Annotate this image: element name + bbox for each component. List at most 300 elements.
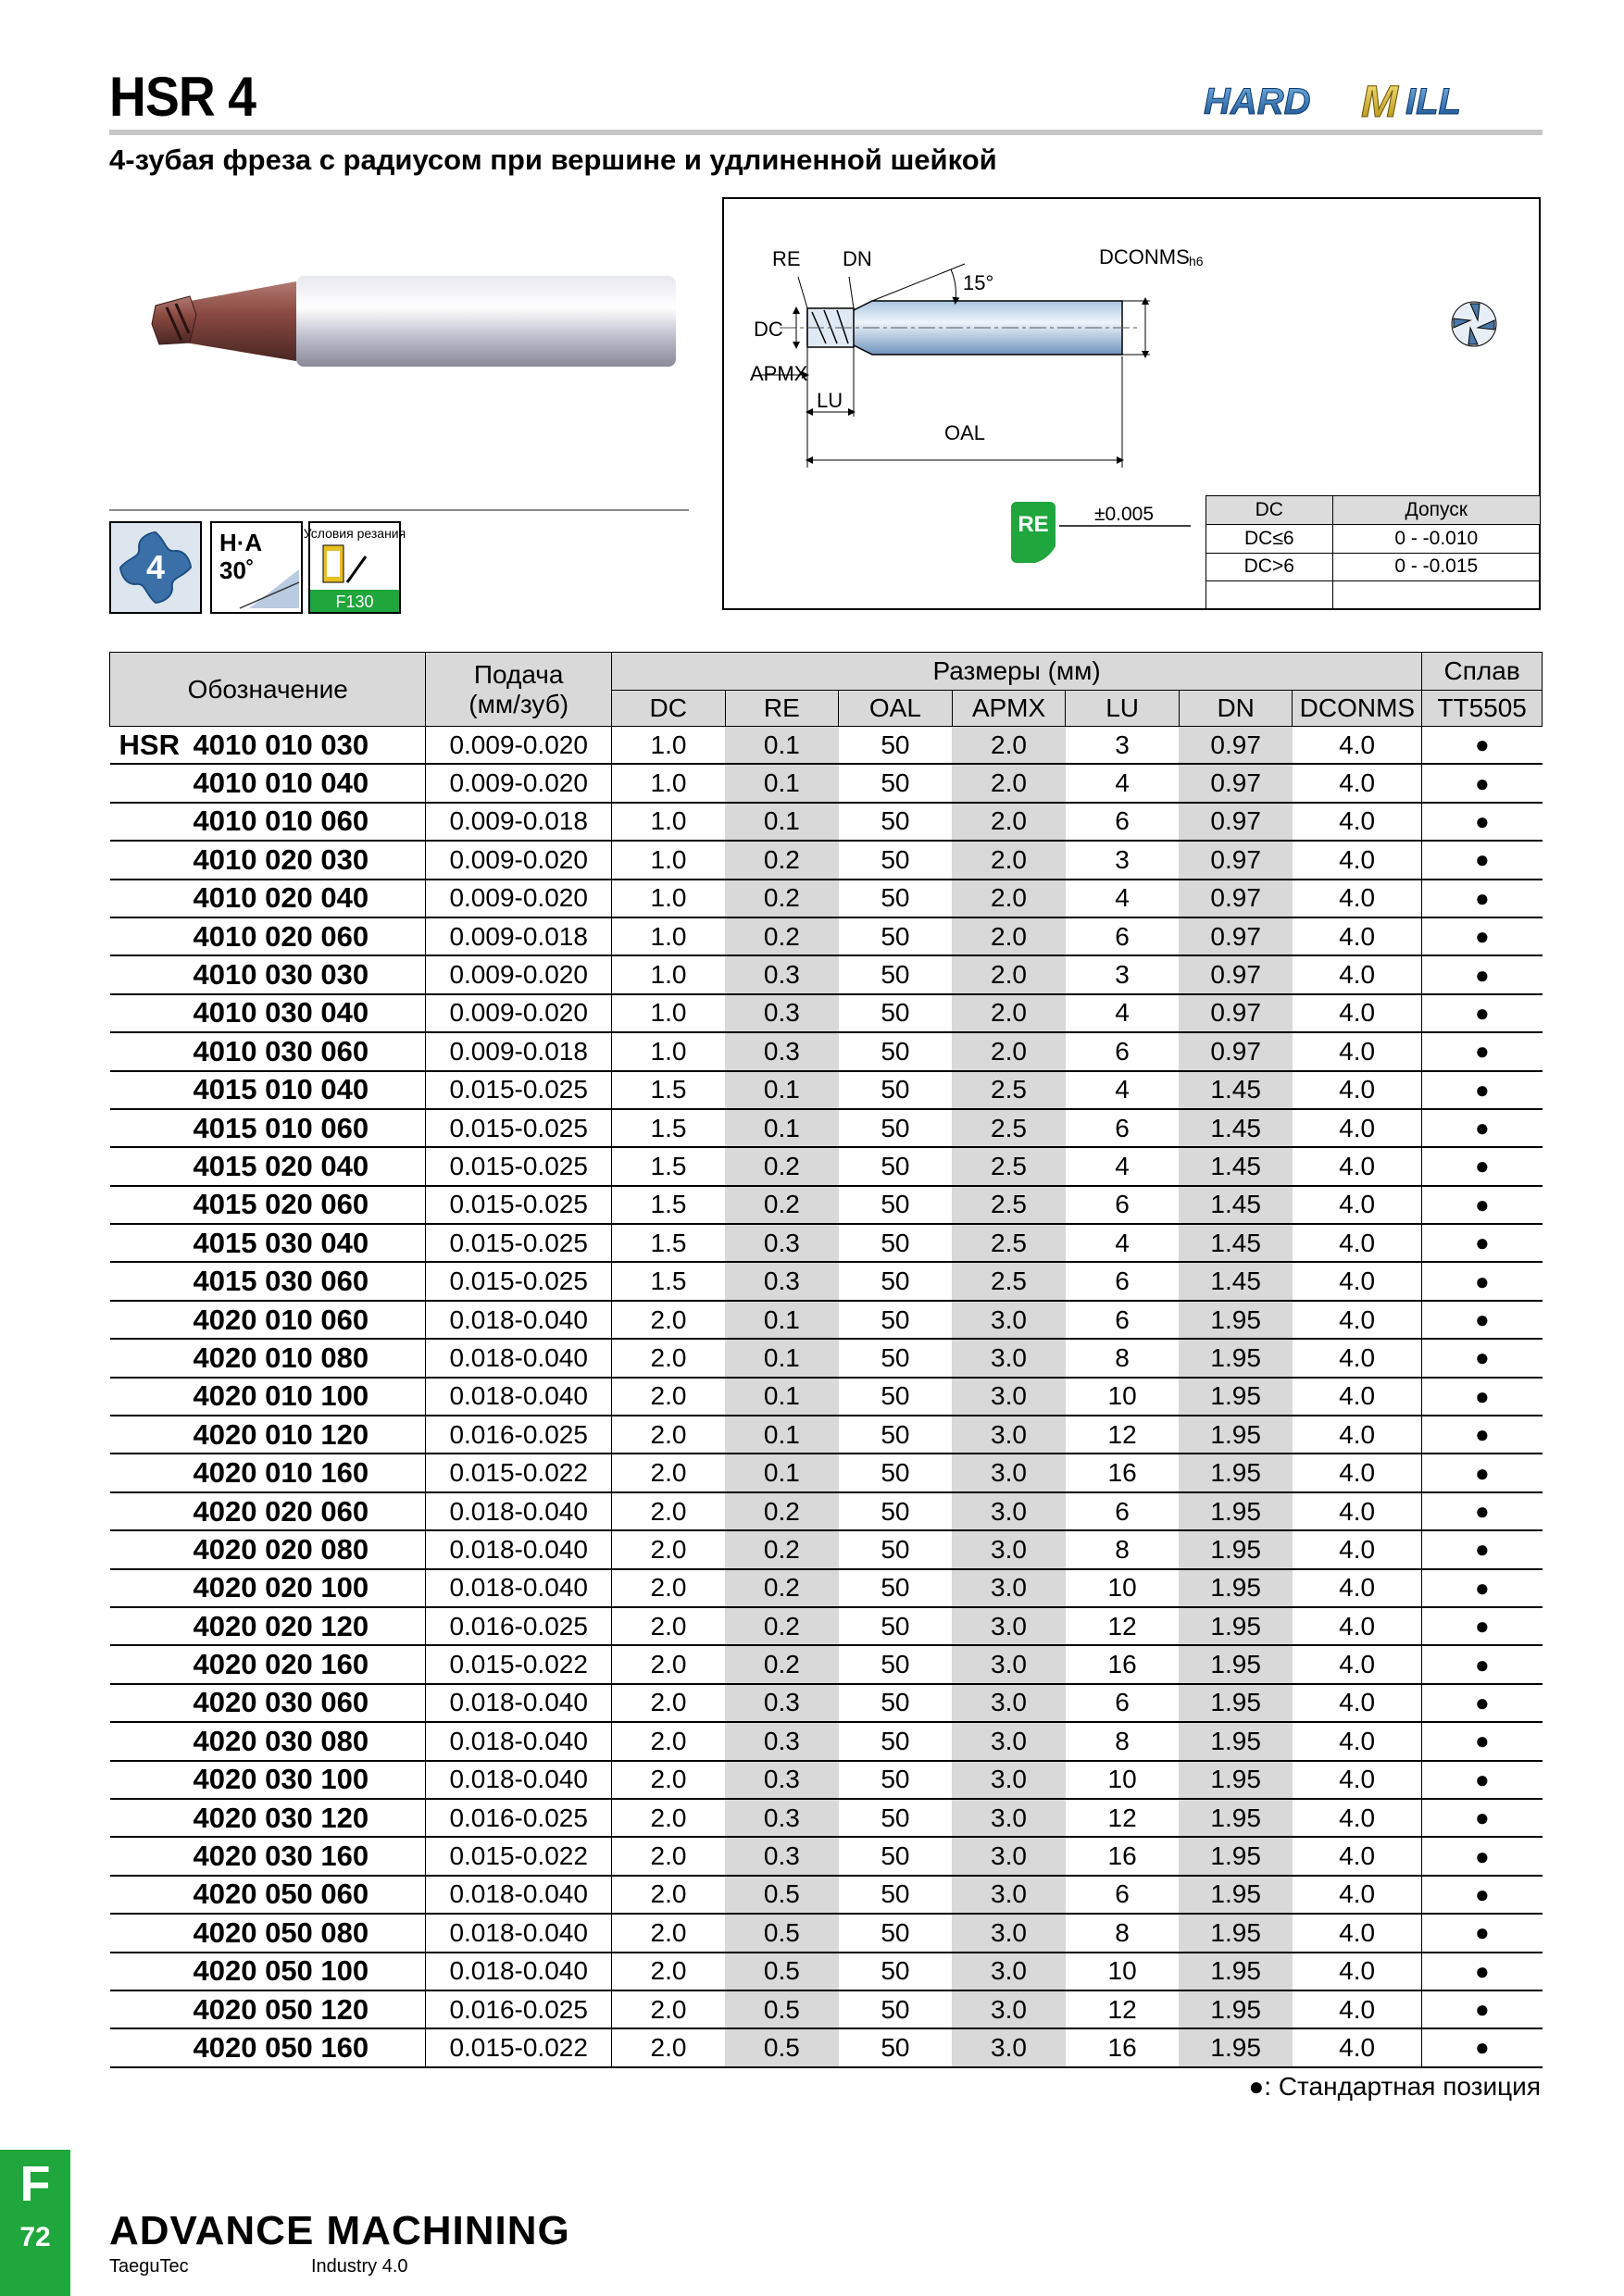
cutting-conditions-icon[interactable]	[303, 521, 406, 614]
row-dconms: 4.0	[1293, 1186, 1422, 1224]
table-row	[110, 764, 1543, 802]
table-row	[110, 917, 1543, 955]
row-dconms: 4.0	[1293, 1224, 1422, 1262]
row-apmx: 2.5	[952, 1071, 1066, 1109]
header-dconms: DCONMS	[1293, 691, 1422, 727]
row-dn: 1.95	[1179, 1339, 1293, 1377]
row-code	[110, 1301, 426, 1339]
row-re: 0.1	[725, 803, 839, 841]
row-dn: 1.95	[1179, 1645, 1293, 1683]
dc-tol-cell: DC>6	[1206, 553, 1333, 581]
row-feed: 0.018-0.040	[426, 1378, 612, 1416]
row-code-text: 4010 030 030	[193, 958, 369, 992]
row-oal: 50	[839, 1569, 953, 1607]
label-angle: 15°	[963, 271, 994, 294]
row-code	[110, 955, 426, 993]
row-dn: 0.97	[1179, 880, 1293, 917]
row-lu: 10	[1066, 1953, 1180, 1990]
row-oal: 50	[839, 917, 953, 955]
row-dconms: 4.0	[1293, 1032, 1422, 1070]
row-code	[110, 1378, 426, 1416]
row-dconms: 4.0	[1293, 1645, 1422, 1683]
header-alloy: Сплав	[1422, 653, 1543, 691]
row-lu: 4	[1066, 880, 1180, 917]
row-oal: 50	[839, 880, 953, 917]
row-apmx: 3.0	[952, 2028, 1066, 2066]
row-standard-marker: ●	[1422, 1492, 1543, 1530]
row-standard-marker: ●	[1422, 917, 1543, 955]
row-dc: 2.0	[611, 1953, 725, 1990]
row-dc: 1.5	[611, 1186, 725, 1224]
row-dc: 1.5	[611, 1147, 725, 1185]
row-code	[110, 1837, 426, 1875]
row-code	[110, 1339, 426, 1377]
row-dn: 0.97	[1179, 994, 1293, 1032]
row-oal: 50	[839, 1914, 953, 1952]
row-standard-marker: ●	[1422, 994, 1543, 1032]
row-code-text: 4010 010 030	[193, 728, 369, 761]
cutting-label: Условия резания	[303, 526, 406, 541]
flute-count: 4	[145, 548, 166, 586]
row-lu: 16	[1066, 1837, 1180, 1875]
table-row	[110, 1837, 1543, 1875]
row-dconms: 4.0	[1293, 1530, 1422, 1568]
dc-tol-cell	[1332, 581, 1540, 610]
row-dn: 1.95	[1179, 1607, 1293, 1645]
row-lu: 6	[1066, 917, 1180, 955]
row-code-text: 4020 020 080	[193, 1532, 369, 1566]
hardmill-logo	[1194, 72, 1546, 128]
row-code-text: 4020 030 080	[193, 1724, 369, 1757]
row-code-text: 4020 010 120	[193, 1417, 369, 1451]
row-re: 0.3	[725, 1224, 839, 1262]
row-code-text: 4020 010 060	[193, 1303, 369, 1336]
row-re: 0.2	[725, 1492, 839, 1530]
row-oal: 50	[839, 1416, 953, 1454]
row-apmx: 2.5	[952, 1262, 1066, 1300]
row-oal: 50	[839, 727, 953, 765]
row-lu: 16	[1066, 2028, 1180, 2066]
row-re: 0.3	[725, 1262, 839, 1300]
row-apmx: 3.0	[952, 1645, 1066, 1683]
row-dconms: 4.0	[1293, 841, 1422, 879]
row-dc: 2.0	[611, 1378, 725, 1416]
row-dn: 1.95	[1179, 2028, 1293, 2066]
section-tab	[0, 2150, 70, 2296]
row-re: 0.5	[725, 1876, 839, 1914]
row-apmx: 3.0	[952, 1301, 1066, 1339]
row-apmx: 3.0	[952, 1684, 1066, 1722]
row-oal: 50	[839, 1607, 953, 1645]
row-feed: 0.015-0.025	[426, 1186, 612, 1224]
row-oal: 50	[839, 1147, 953, 1185]
row-re: 0.3	[725, 1722, 839, 1760]
row-standard-marker: ●	[1422, 1378, 1543, 1416]
label-dn: DN	[843, 247, 872, 270]
row-oal: 50	[839, 1761, 953, 1799]
label-re: RE	[772, 247, 801, 270]
row-code-text: 4020 020 100	[193, 1571, 369, 1604]
row-dn: 0.97	[1179, 917, 1293, 955]
row-re: 0.2	[725, 1186, 839, 1224]
specification-table	[109, 652, 1543, 2068]
table-row	[110, 1301, 1543, 1339]
row-apmx: 3.0	[952, 1454, 1066, 1491]
row-lu: 3	[1066, 955, 1180, 993]
row-code	[110, 1607, 426, 1645]
row-feed: 0.016-0.025	[426, 1416, 612, 1454]
row-code-text: 4010 020 040	[193, 881, 369, 915]
table-row	[110, 1262, 1543, 1300]
row-re: 0.5	[725, 1914, 839, 1952]
row-oal: 50	[839, 1837, 953, 1875]
row-oal: 50	[839, 1799, 953, 1837]
row-lu: 3	[1066, 727, 1180, 765]
row-dc: 2.0	[611, 1645, 725, 1683]
header-feed-line1: Подача	[473, 659, 564, 689]
row-dc: 2.0	[611, 1530, 725, 1568]
row-dconms: 4.0	[1293, 1722, 1422, 1760]
end-view-icon	[1452, 302, 1496, 346]
row-oal: 50	[839, 1262, 953, 1300]
row-standard-marker: ●	[1422, 1876, 1543, 1914]
row-standard-marker: ●	[1422, 1186, 1543, 1224]
row-apmx: 2.0	[952, 880, 1066, 917]
row-dn: 1.45	[1179, 1186, 1293, 1224]
row-code-text: 4015 020 060	[193, 1188, 369, 1221]
row-dn: 1.95	[1179, 1837, 1293, 1875]
row-lu: 6	[1066, 1262, 1180, 1300]
row-apmx: 3.0	[952, 1990, 1066, 2028]
row-oal: 50	[839, 1492, 953, 1530]
row-dc: 1.5	[611, 1224, 725, 1262]
header-alloy-grade: TT5505	[1422, 691, 1543, 727]
row-feed: 0.015-0.025	[426, 1224, 612, 1262]
row-dconms: 4.0	[1293, 1147, 1422, 1185]
row-apmx: 3.0	[952, 1569, 1066, 1607]
row-oal: 50	[839, 1301, 953, 1339]
row-code-text: 4015 010 040	[193, 1073, 369, 1106]
row-re: 0.1	[725, 1071, 839, 1109]
row-dc: 1.0	[611, 764, 725, 802]
row-code-text: 4020 010 100	[193, 1379, 369, 1413]
row-code	[110, 841, 426, 879]
row-apmx: 3.0	[952, 1799, 1066, 1837]
row-re: 0.3	[725, 955, 839, 993]
header-oal: OAL	[839, 691, 953, 727]
row-oal: 50	[839, 1990, 953, 2028]
row-lu: 8	[1066, 1339, 1180, 1377]
row-code-text: 4020 030 100	[193, 1763, 369, 1796]
row-lu: 6	[1066, 1032, 1180, 1070]
row-code-text: 4015 010 060	[193, 1111, 369, 1144]
row-code-text: 4010 030 060	[193, 1034, 369, 1067]
row-standard-marker: ●	[1422, 764, 1543, 802]
label-lu: LU	[817, 389, 843, 412]
row-oal: 50	[839, 1071, 953, 1109]
row-dn: 1.95	[1179, 1799, 1293, 1837]
row-dn: 1.95	[1179, 1684, 1293, 1722]
row-dconms: 4.0	[1293, 955, 1422, 993]
row-standard-marker: ●	[1422, 1032, 1543, 1070]
label-dconms-sub: h6	[1189, 254, 1204, 268]
row-apmx: 2.0	[952, 727, 1066, 765]
row-oal: 50	[839, 1876, 953, 1914]
label-dconms: DCONMS	[1099, 245, 1190, 268]
row-re: 0.1	[725, 764, 839, 802]
row-re: 0.3	[725, 994, 839, 1032]
row-dc: 2.0	[611, 1914, 725, 1952]
row-apmx: 3.0	[952, 1416, 1066, 1454]
row-code-text: 4010 020 030	[193, 842, 369, 876]
row-code-text: 4020 030 060	[193, 1686, 369, 1719]
row-dc: 2.0	[611, 1607, 725, 1645]
row-dconms: 4.0	[1293, 1378, 1422, 1416]
row-dconms: 4.0	[1293, 1607, 1422, 1645]
row-feed: 0.018-0.040	[426, 1339, 612, 1377]
row-apmx: 3.0	[952, 1530, 1066, 1568]
row-re: 0.2	[725, 1569, 839, 1607]
row-feed: 0.015-0.025	[426, 1109, 612, 1147]
row-dn: 1.45	[1179, 1224, 1293, 1262]
row-code-text: 4020 050 060	[193, 1878, 369, 1911]
row-dn: 1.95	[1179, 1569, 1293, 1607]
row-standard-marker: ●	[1422, 1722, 1543, 1760]
row-dconms: 4.0	[1293, 803, 1422, 841]
row-dn: 1.95	[1179, 1990, 1293, 2028]
row-dconms: 4.0	[1293, 2028, 1422, 2066]
row-oal: 50	[839, 1109, 953, 1147]
row-standard-marker: ●	[1422, 1645, 1543, 1683]
dc-tolerance-table	[1206, 495, 1541, 610]
row-apmx: 2.0	[952, 1032, 1066, 1070]
table-row	[110, 880, 1543, 917]
row-lu: 6	[1066, 1186, 1180, 1224]
row-dc: 1.0	[611, 727, 725, 765]
row-feed: 0.018-0.040	[426, 1953, 612, 1990]
row-feed: 0.018-0.040	[426, 1569, 612, 1607]
row-feed: 0.015-0.022	[426, 2028, 612, 2066]
table-row	[110, 1147, 1543, 1185]
row-oal: 50	[839, 1032, 953, 1070]
row-standard-marker: ●	[1422, 1530, 1543, 1568]
row-dconms: 4.0	[1293, 1071, 1422, 1109]
row-feed: 0.018-0.040	[426, 1301, 612, 1339]
row-code	[110, 880, 426, 917]
row-code	[110, 1492, 426, 1530]
row-dconms: 4.0	[1293, 1416, 1422, 1454]
row-dn: 1.45	[1179, 1109, 1293, 1147]
row-apmx: 2.0	[952, 764, 1066, 802]
row-standard-marker: ●	[1422, 1837, 1543, 1875]
table-row	[110, 1722, 1543, 1760]
row-code	[110, 1186, 426, 1224]
row-oal: 50	[839, 1339, 953, 1377]
row-lu: 10	[1066, 1761, 1180, 1799]
row-code	[110, 727, 426, 765]
row-dn: 0.97	[1179, 803, 1293, 841]
row-re: 0.1	[725, 1378, 839, 1416]
row-re: 0.2	[725, 1530, 839, 1568]
header-dn: DN	[1179, 691, 1293, 727]
row-standard-marker: ●	[1422, 1953, 1543, 1990]
row-feed: 0.009-0.018	[426, 803, 612, 841]
row-dn: 0.97	[1179, 764, 1293, 802]
row-dn: 1.95	[1179, 1530, 1293, 1568]
row-oal: 50	[839, 994, 953, 1032]
row-lu: 12	[1066, 1416, 1180, 1454]
header-designation: Обозначение	[110, 653, 426, 727]
row-code	[110, 2028, 426, 2066]
row-standard-marker: ●	[1422, 2028, 1543, 2066]
row-dn: 1.45	[1179, 1262, 1293, 1300]
row-code	[110, 1416, 426, 1454]
row-dc: 1.5	[611, 1071, 725, 1109]
row-standard-marker: ●	[1422, 1339, 1543, 1377]
row-feed: 0.009-0.020	[426, 880, 612, 917]
row-standard-marker: ●	[1422, 1761, 1543, 1799]
row-oal: 50	[839, 1530, 953, 1568]
dc-tol-cell	[1206, 581, 1333, 610]
row-re: 0.1	[725, 727, 839, 765]
row-dc: 2.0	[611, 1301, 725, 1339]
row-dconms: 4.0	[1293, 1569, 1422, 1607]
table-row	[110, 1569, 1543, 1607]
row-re: 0.2	[725, 1607, 839, 1645]
table-row	[110, 803, 1543, 841]
row-apmx: 2.0	[952, 955, 1066, 993]
table-row	[110, 1914, 1543, 1952]
row-feed: 0.009-0.020	[426, 955, 612, 993]
row-dconms: 4.0	[1293, 727, 1422, 765]
row-standard-marker: ●	[1422, 1147, 1543, 1185]
row-dn: 1.95	[1179, 1492, 1293, 1530]
row-dn: 1.95	[1179, 1914, 1293, 1952]
row-code	[110, 1147, 426, 1185]
row-lu: 16	[1066, 1454, 1180, 1491]
row-lu: 4	[1066, 764, 1180, 802]
row-standard-marker: ●	[1422, 1224, 1543, 1262]
row-dconms: 4.0	[1293, 1454, 1422, 1491]
row-feed: 0.018-0.040	[426, 1530, 612, 1568]
label-oal: OAL	[944, 421, 986, 444]
row-apmx: 3.0	[952, 1761, 1066, 1799]
row-dc: 2.0	[611, 1837, 725, 1875]
row-oal: 50	[839, 803, 953, 841]
row-dc: 2.0	[611, 1569, 725, 1607]
row-dc: 2.0	[611, 1761, 725, 1799]
row-code-text: 4010 030 040	[193, 996, 369, 1029]
row-dc: 1.5	[611, 1109, 725, 1147]
row-feed: 0.018-0.040	[426, 1492, 612, 1530]
row-feed: 0.015-0.025	[426, 1262, 612, 1300]
row-dn: 1.95	[1179, 1301, 1293, 1339]
row-code	[110, 1990, 426, 2028]
row-dn: 0.97	[1179, 841, 1293, 879]
table-row	[110, 1645, 1543, 1683]
row-lu: 4	[1066, 1147, 1180, 1185]
row-dn: 1.95	[1179, 1454, 1293, 1491]
dc-tol-header-dc: DC	[1206, 496, 1333, 525]
table-row	[110, 1953, 1543, 1990]
dc-tol-cell: 0 - -0.010	[1332, 524, 1540, 553]
row-lu: 3	[1066, 841, 1180, 879]
row-standard-marker: ●	[1422, 1990, 1543, 2028]
re-tolerance-value: ±0.005	[1093, 504, 1155, 525]
row-code	[110, 1530, 426, 1568]
table-row	[110, 841, 1543, 879]
table-row	[110, 994, 1543, 1032]
row-code-text: 4020 050 080	[193, 1915, 369, 1949]
row-dconms: 4.0	[1293, 1109, 1422, 1147]
row-feed: 0.015-0.025	[426, 1071, 612, 1109]
row-lu: 8	[1066, 1914, 1180, 1952]
row-lu: 4	[1066, 994, 1180, 1032]
page-title: HSR 4	[109, 66, 256, 128]
row-code	[110, 803, 426, 841]
row-dn: 1.95	[1179, 1378, 1293, 1416]
re-tolerance	[1007, 498, 1193, 570]
row-code	[110, 1722, 426, 1760]
row-standard-marker: ●	[1422, 1607, 1543, 1645]
table-row	[110, 1607, 1543, 1645]
header-re: RE	[725, 691, 839, 727]
row-lu: 10	[1066, 1569, 1180, 1607]
end-mill-photo	[148, 268, 685, 380]
row-code-text: 4020 030 120	[193, 1801, 369, 1834]
row-dc: 1.0	[611, 803, 725, 841]
row-code-text: 4020 010 160	[193, 1456, 369, 1490]
row-oal: 50	[839, 1378, 953, 1416]
row-re: 0.2	[725, 880, 839, 917]
header-lu: LU	[1066, 691, 1180, 727]
row-oal: 50	[839, 1186, 953, 1224]
flute-count-icon	[109, 521, 202, 614]
table-row	[110, 1684, 1543, 1722]
table-row	[110, 1799, 1543, 1837]
row-code-text: 4020 010 080	[193, 1341, 369, 1374]
row-dc: 2.0	[611, 1722, 725, 1760]
row-re: 0.3	[725, 1032, 839, 1070]
row-re: 0.2	[725, 917, 839, 955]
row-apmx: 3.0	[952, 1339, 1066, 1377]
row-feed: 0.016-0.025	[426, 1607, 612, 1645]
row-re: 0.1	[725, 1416, 839, 1454]
table-row	[110, 1224, 1543, 1262]
row-apmx: 3.0	[952, 1914, 1066, 1952]
row-code-text: 4020 050 160	[193, 2030, 369, 2064]
row-re: 0.3	[725, 1684, 839, 1722]
row-feed: 0.015-0.022	[426, 1454, 612, 1491]
row-standard-marker: ●	[1422, 955, 1543, 993]
row-apmx: 3.0	[952, 1876, 1066, 1914]
divider	[109, 509, 689, 511]
row-dc: 2.0	[611, 1416, 725, 1454]
row-dc: 2.0	[611, 1876, 725, 1914]
row-apmx: 3.0	[952, 1837, 1066, 1875]
row-feed: 0.018-0.040	[426, 1876, 612, 1914]
row-code	[110, 1799, 426, 1837]
row-standard-marker: ●	[1422, 1109, 1543, 1147]
table-row	[110, 955, 1543, 993]
row-dc: 1.0	[611, 880, 725, 917]
row-lu: 6	[1066, 1684, 1180, 1722]
row-dc: 2.0	[611, 1454, 725, 1491]
row-lu: 8	[1066, 1722, 1180, 1760]
row-feed: 0.009-0.018	[426, 917, 612, 955]
row-dconms: 4.0	[1293, 994, 1422, 1032]
row-lu: 4	[1066, 1071, 1180, 1109]
